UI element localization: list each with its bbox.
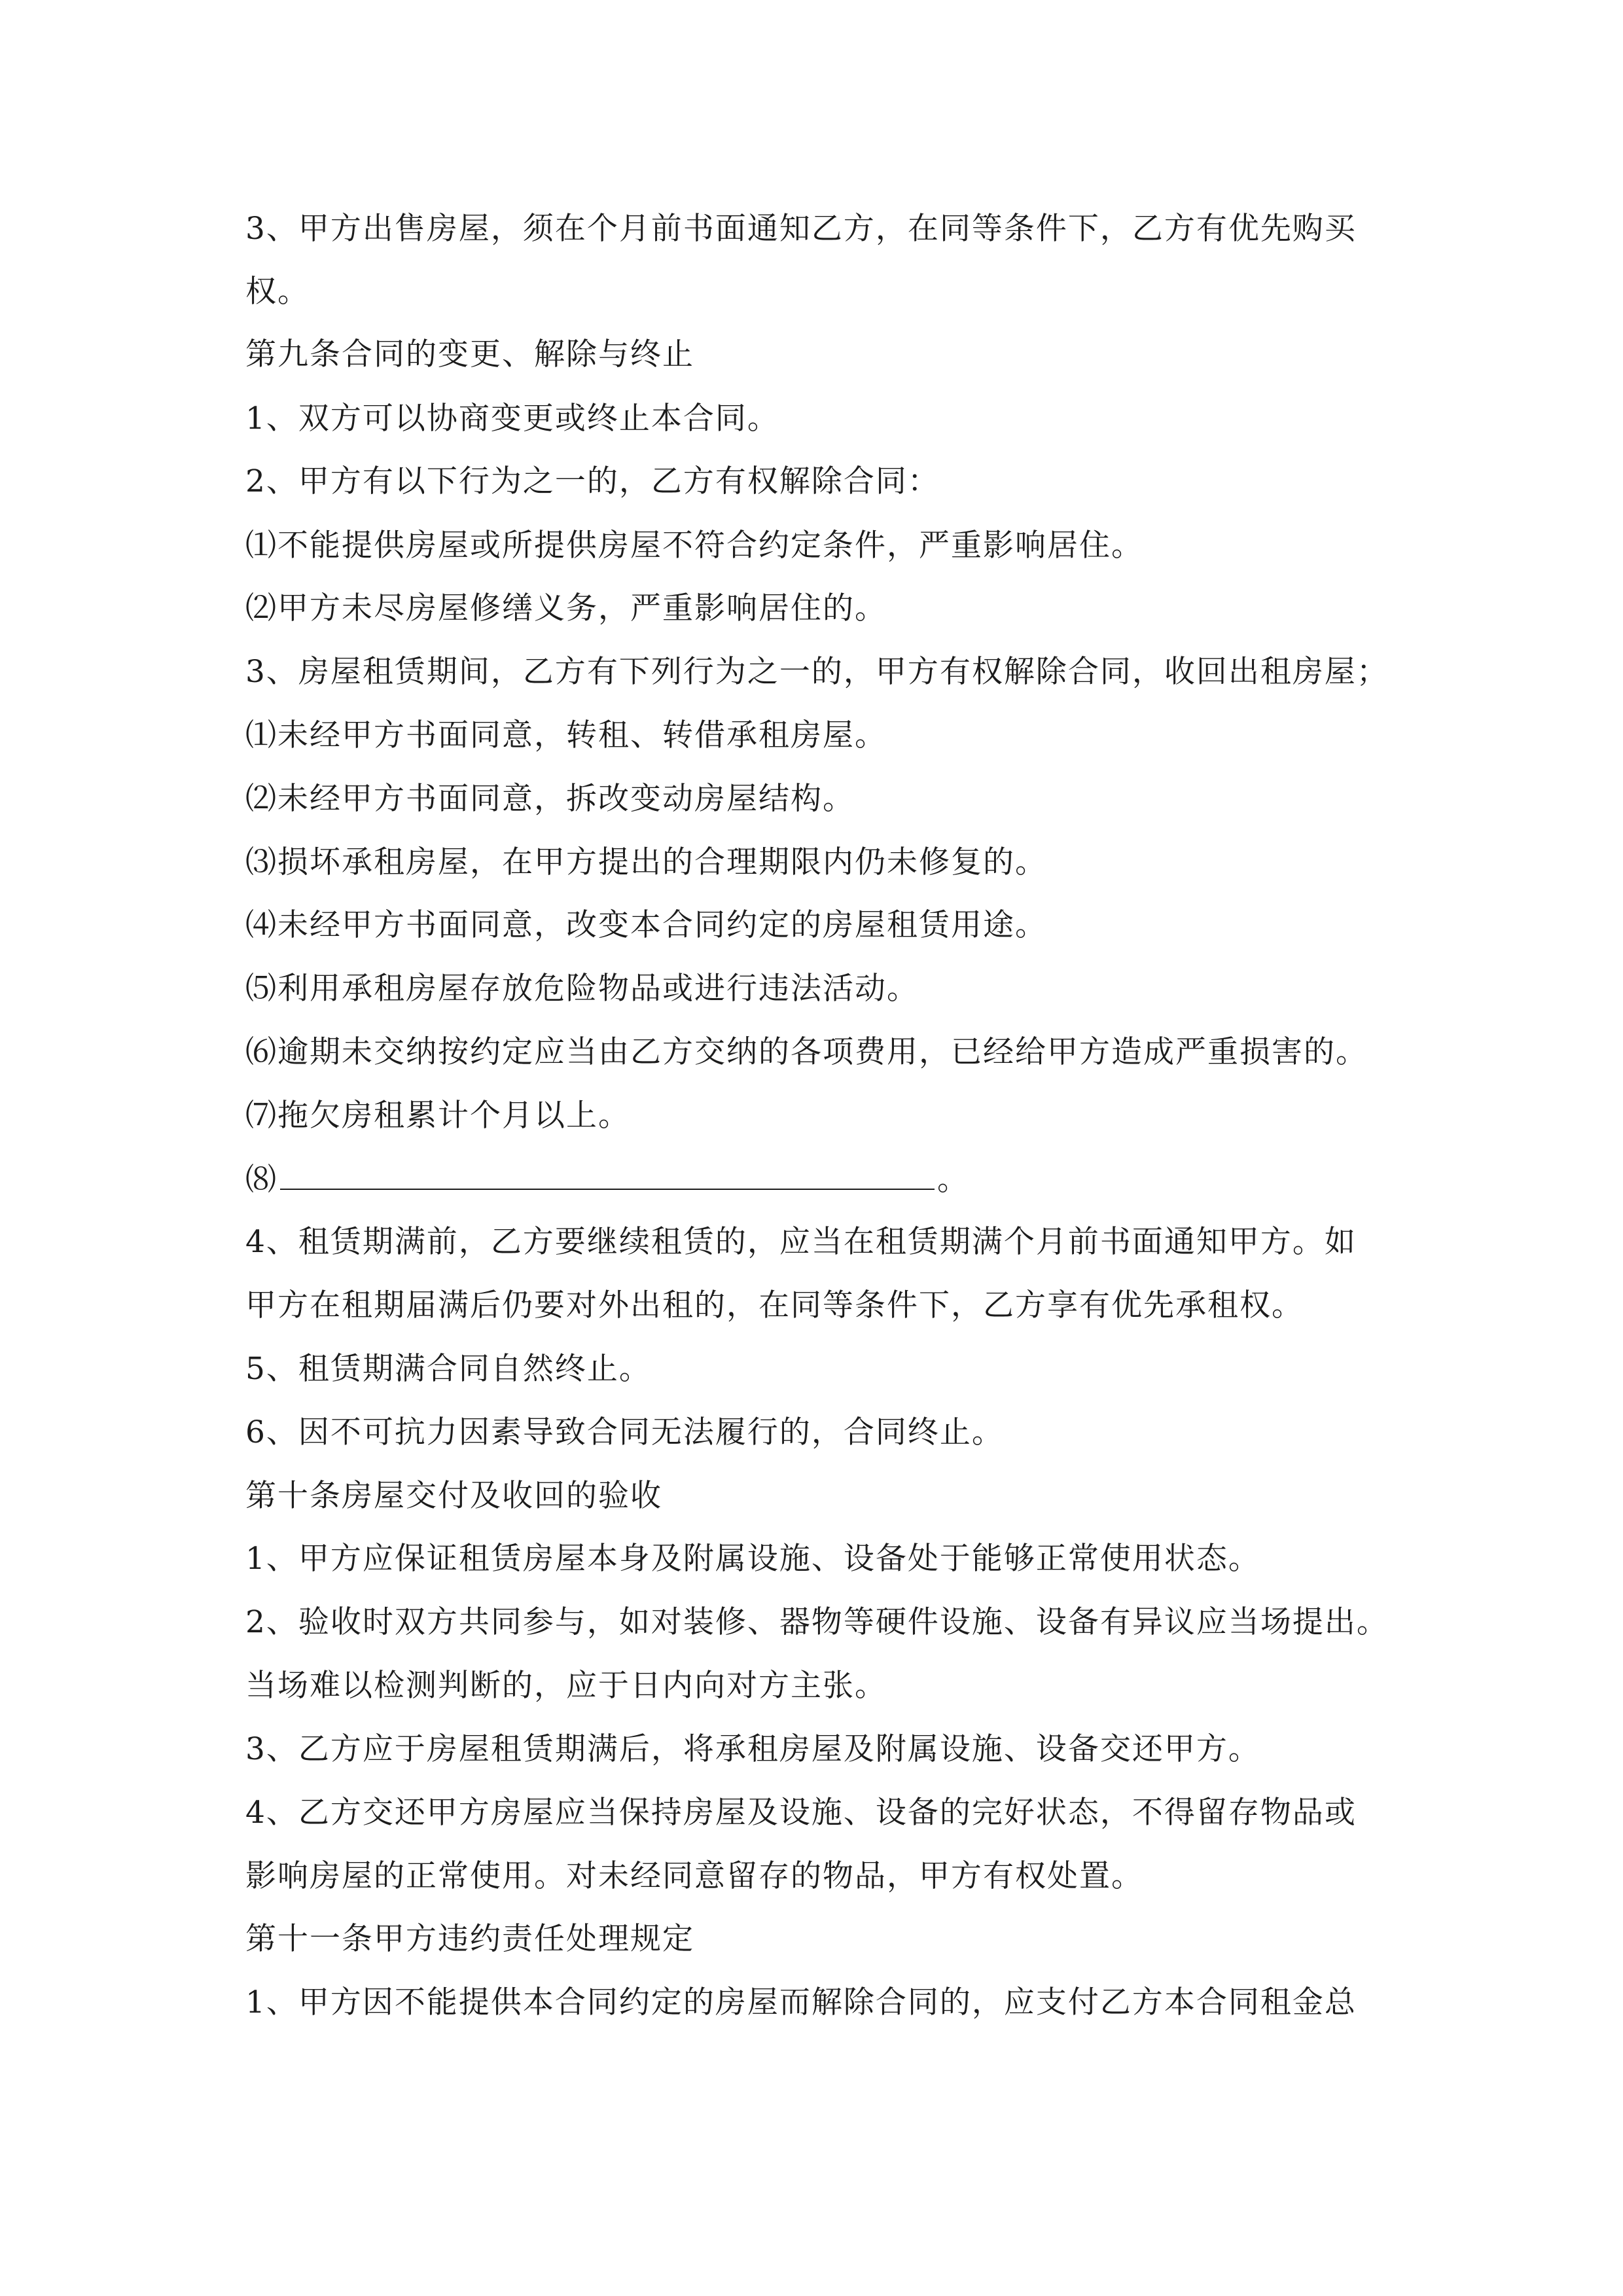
paragraph-line: 4、乙方交还甲方房屋应当保持房屋及设施、设备的完好状态，不得留存物品或 [245,1795,1357,1831]
section-heading: 第十一条甲方违约责任处理规定 [245,1921,694,1957]
paragraph-line: 3、甲方出售房屋，须在个月前书面通知乙方，在同等条件下，乙方有优先购买 [245,211,1357,247]
blank-list-item [245,1160,969,1200]
paragraph-line: 3、乙方应于房屋租赁期满后，将承租房屋及附属设施、设备交还甲方。 [245,1731,1260,1767]
list-item: ⑷未经甲方书面同意，改变本合同约定的房屋租赁用途。 [245,907,1047,943]
section-heading: 第十条房屋交付及收回的验收 [245,1478,662,1514]
blank-item-prefix: ⑻ [245,1162,277,1198]
paragraph-line: 3、房屋租赁期间，乙方有下列行为之一的，甲方有权解除合同，收回出租房屋； [245,654,1389,690]
paragraph-line: 当场难以检测判断的，应于日内向对方主张。 [245,1668,887,1704]
paragraph-line: 6、因不可抗力因素导致合同无法履行的，合同终止。 [245,1414,1004,1450]
list-item: ⑹逾期未交纳按约定应当由乙方交纳的各项费用，已经给甲方造成严重损害的。 [245,1034,1368,1070]
paragraph-line: 甲方在租期届满后仍要对外出租的，在同等条件下，乙方享有优先承租权。 [245,1287,1304,1323]
paragraph-line: 2、甲方有以下行为之一的，乙方有权解除合同： [245,463,940,499]
paragraph-line: 影响房屋的正常使用。对未经同意留存的物品，甲方有权处置。 [245,1858,1143,1894]
paragraph-line: 4、租赁期满前，乙方要继续租赁的，应当在租赁期满个月前书面通知甲方。如 [245,1224,1357,1260]
paragraph-line: 5、租赁期满合同自然终止。 [245,1351,651,1387]
list-item: ⑵未经甲方书面同意，拆改变动房屋结构。 [245,781,855,817]
list-item: ⑺拖欠房租累计个月以上。 [245,1098,630,1134]
blank-item-suffix: 。 [937,1162,969,1198]
paragraph-line: 1、甲方应保证租赁房屋本身及附属设施、设备处于能够正常使用状态。 [245,1541,1260,1577]
paragraph-line: 2、验收时双方共同参与，如对装修、器物等硬件设施、设备有异议应当场提出。 [245,1604,1389,1640]
paragraph-line: 1、双方可以协商变更或终止本合同。 [245,401,779,437]
fill-in-blank[interactable] [280,1160,935,1190]
list-item: ⑵甲方未尽房屋修缮义务，严重影响居住的。 [245,590,887,626]
list-item: ⑴不能提供房屋或所提供房屋不符合约定条件，严重影响居住。 [245,528,1143,564]
list-item: ⑶损坏承租房屋，在甲方提出的合理期限内仍未修复的。 [245,844,1047,880]
paragraph-line: 权。 [245,274,310,310]
paragraph-line: 1、甲方因不能提供本合同约定的房屋而解除合同的，应支付乙方本合同租金总 [245,1984,1357,2020]
section-heading: 第九条合同的变更、解除与终止 [245,336,694,372]
list-item: ⑴未经甲方书面同意，转租、转借承租房屋。 [245,717,887,753]
list-item: ⑸利用承租房屋存放危险物品或进行违法活动。 [245,971,919,1007]
